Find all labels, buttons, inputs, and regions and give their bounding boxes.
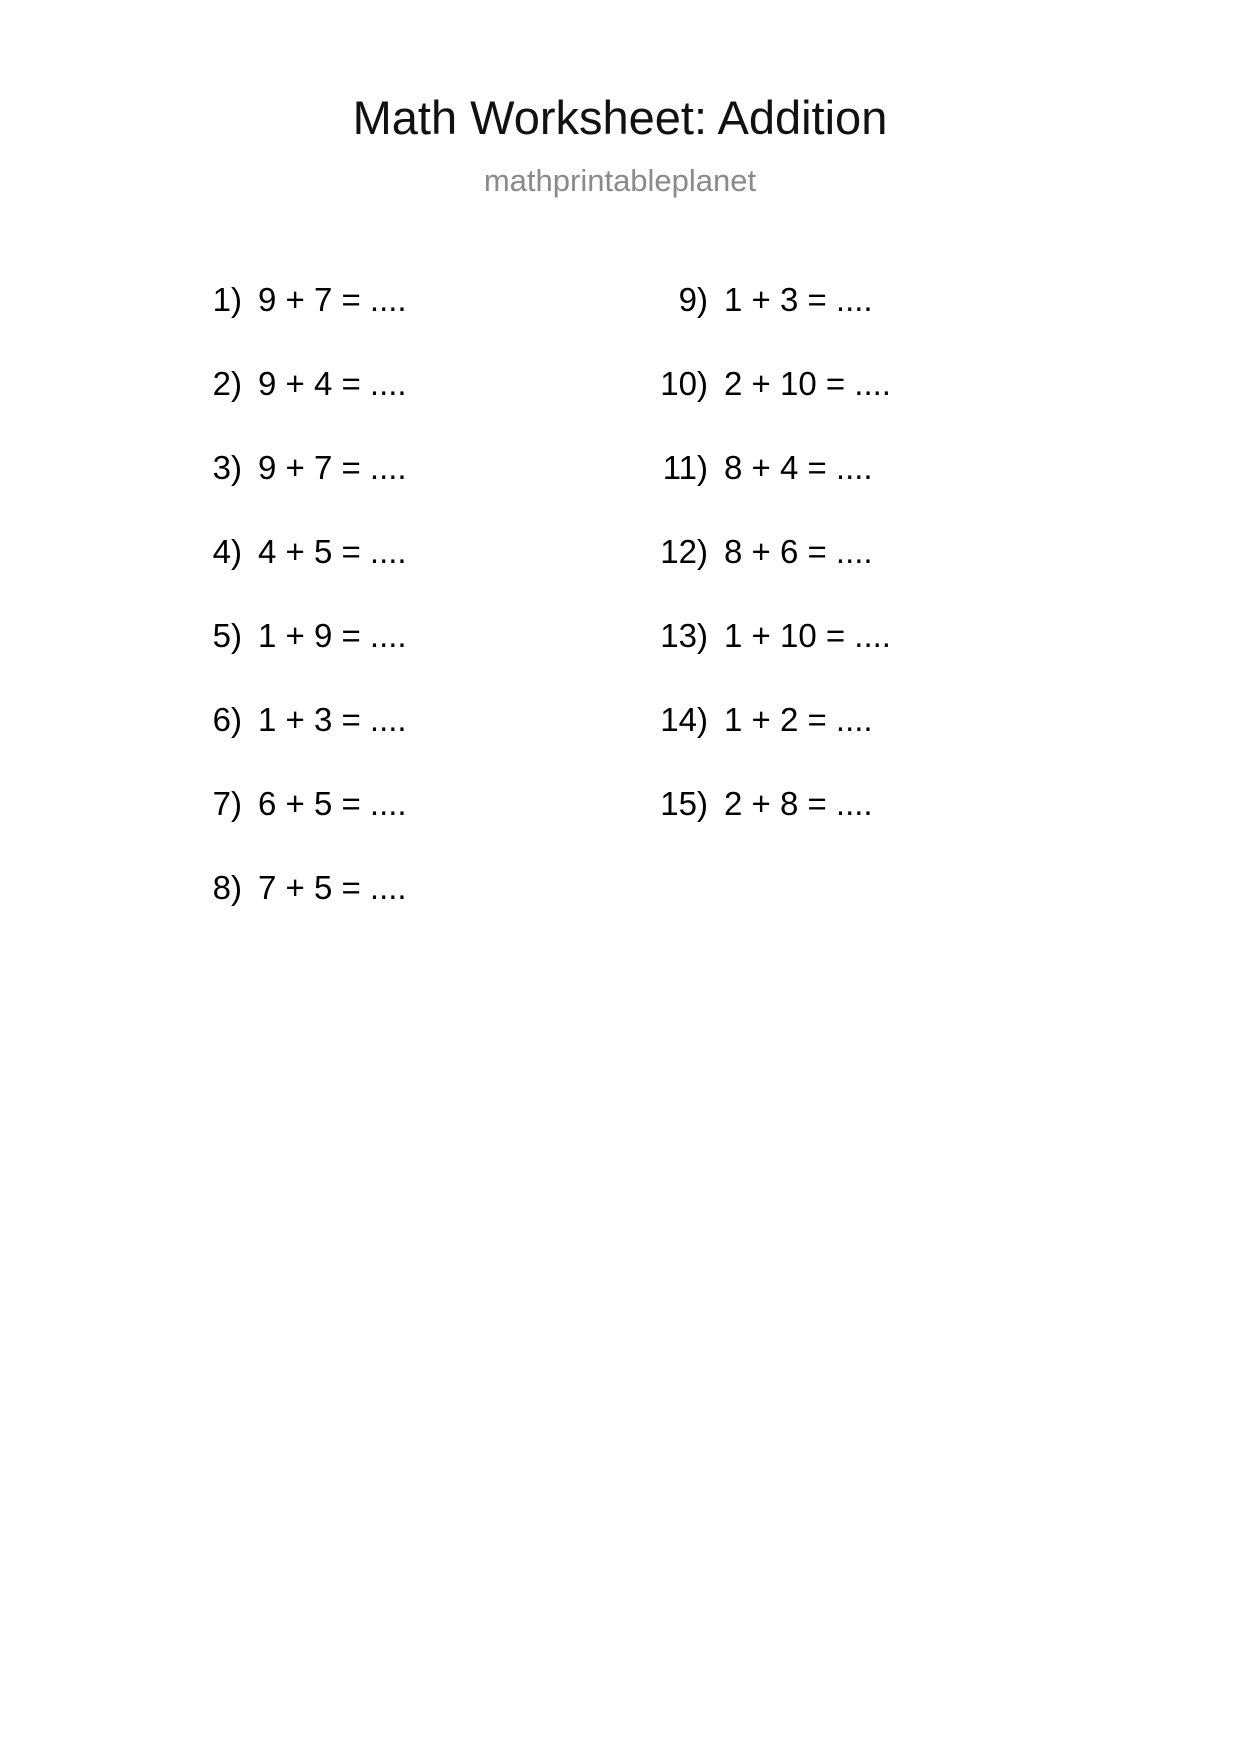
- problem-item: [180, 535, 550, 619]
- problem-item: [630, 451, 1030, 535]
- problem-number: 11): [662, 449, 708, 486]
- problem-number: 12): [660, 533, 708, 570]
- problem-number: 2): [212, 365, 242, 402]
- problem-item: [630, 619, 1030, 703]
- problem-item: [180, 703, 550, 787]
- problem-number: 15): [660, 785, 708, 822]
- problem-item: [630, 703, 1030, 787]
- problems-column-left: [180, 283, 550, 955]
- problem-item: [180, 451, 550, 535]
- problem-item: [630, 787, 1030, 871]
- problem-number: 6): [212, 701, 242, 738]
- problem-item: [180, 871, 550, 955]
- problem-expression: 6 + 5 = ....: [258, 785, 407, 822]
- problem-item: [180, 367, 550, 451]
- problem-expression: 9 + 7 = ....: [258, 281, 407, 318]
- problem-expression: 1 + 3 = ....: [258, 701, 407, 738]
- problem-expression: 2 + 8 = ....: [724, 785, 873, 822]
- problem-expression: 9 + 4 = ....: [258, 365, 407, 402]
- problem-item: [180, 787, 550, 871]
- problem-item: [180, 619, 550, 703]
- problem-expression: 7 + 5 = ....: [258, 869, 407, 906]
- problem-number: 5): [212, 617, 242, 654]
- problem-item: [180, 283, 550, 367]
- page-title: Math Worksheet: Addition: [352, 91, 888, 144]
- problem-item: [630, 283, 1030, 367]
- problem-number: 7): [212, 785, 242, 822]
- problem-expression: 1 + 3 = ....: [724, 281, 873, 318]
- problem-item: [630, 535, 1030, 619]
- problem-expression: 8 + 4 = ....: [724, 449, 873, 486]
- problem-expression: 2 + 10 = ....: [724, 365, 891, 402]
- problem-expression: 1 + 9 = ....: [258, 617, 407, 654]
- problem-expression: 1 + 10 = ....: [724, 617, 891, 654]
- problem-number: 8): [212, 869, 242, 906]
- problem-number: 13): [660, 617, 708, 654]
- problems-column-right: [630, 283, 1030, 871]
- problem-number: 3): [212, 449, 242, 486]
- problem-number: 1): [212, 281, 242, 318]
- problem-expression: 4 + 5 = ....: [258, 533, 407, 570]
- page-subtitle: mathprintableplanet: [483, 163, 757, 198]
- problem-item: [630, 367, 1030, 451]
- problem-number: 10): [660, 365, 708, 402]
- problem-number: 4): [212, 533, 242, 570]
- problem-expression: 1 + 2 = ....: [724, 701, 873, 738]
- problem-expression: 8 + 6 = ....: [724, 533, 873, 570]
- problems-container: [0, 283, 1240, 955]
- problem-expression: 9 + 7 = ....: [258, 449, 407, 486]
- problem-number: 9): [678, 281, 708, 318]
- problem-number: 14): [660, 701, 708, 738]
